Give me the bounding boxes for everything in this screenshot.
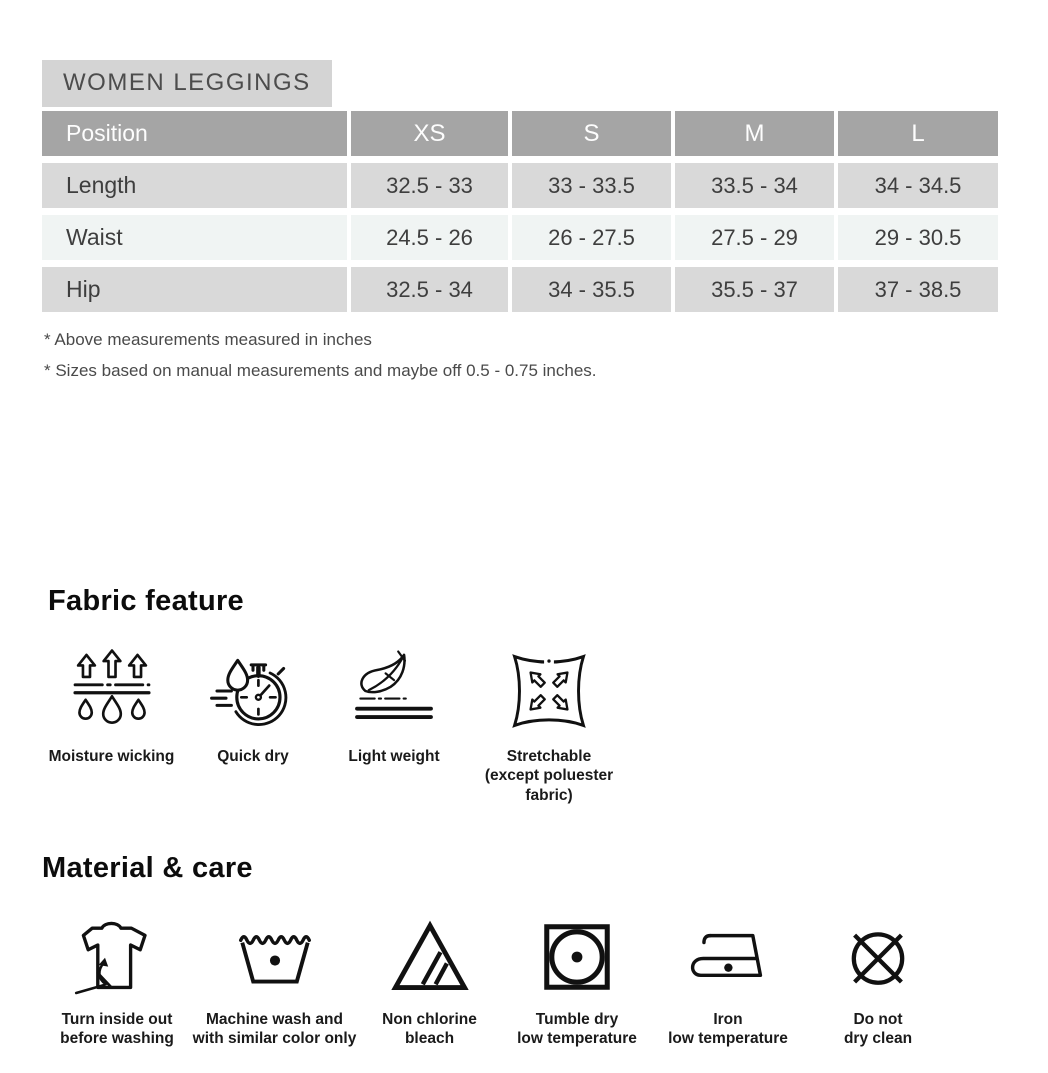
fabric-feature-stretchable [465, 645, 633, 805]
quick-dry-icon [207, 645, 299, 737]
care-label: Do not dry clean [843, 1011, 913, 1048]
fabric-feature-moisture-wicking [40, 645, 183, 766]
footnote-units: * Above measurements measured in inches [44, 330, 372, 349]
care-label: Tumble dry low temperature [517, 1011, 637, 1048]
row-label-length: Length [42, 163, 347, 208]
cell-length-xs: 32.5 - 33 [351, 163, 508, 208]
size-chart-table [42, 111, 998, 312]
page-title: WOMEN LEGGINGS [42, 60, 332, 107]
turn-inside-out-icon [72, 918, 162, 996]
fabric-feature-light-weight [323, 645, 465, 766]
footnote-tolerance: * Sizes based on manual measurements and maybe off 0.5 - 0.75 inches. [44, 361, 597, 380]
cell-hip-m: 35.5 - 37 [675, 267, 834, 312]
cell-waist-l: 29 - 30.5 [838, 215, 998, 260]
cell-hip-s: 34 - 35.5 [512, 267, 671, 312]
care-tumble-dry [502, 918, 652, 1049]
fabric-feature-quick-dry [183, 645, 323, 766]
care-turn-inside-out [42, 918, 192, 1049]
cell-waist-xs: 24.5 - 26 [351, 215, 508, 260]
column-header-m: M [675, 111, 834, 156]
material-care-row [42, 918, 952, 1049]
column-header-l: L [838, 111, 998, 156]
row-label-waist: Waist [42, 215, 347, 260]
tumble-dry-icon [541, 918, 613, 996]
moisture-wicking-icon [68, 645, 156, 737]
care-label: Turn inside out before washing [60, 1011, 174, 1048]
fabric-feature-label: Stretchable (except poluester fabric) [484, 748, 614, 804]
fabric-feature-label: Moisture wicking [48, 748, 175, 765]
cell-length-l: 34 - 34.5 [838, 163, 998, 208]
machine-wash-icon [232, 918, 318, 996]
column-header-position: Position [42, 111, 347, 156]
cell-waist-s: 26 - 27.5 [512, 215, 671, 260]
footnotes [44, 330, 597, 392]
care-iron [652, 918, 804, 1049]
care-label: Non chlorine bleach [382, 1011, 477, 1048]
cell-hip-xs: 32.5 - 34 [351, 267, 508, 312]
material-care-heading: Material & care [42, 852, 253, 884]
cell-length-s: 33 - 33.5 [512, 163, 671, 208]
column-header-s: S [512, 111, 671, 156]
care-label: Iron low temperature [668, 1011, 788, 1048]
care-machine-wash [192, 918, 357, 1049]
cell-waist-m: 27.5 - 29 [675, 215, 834, 260]
column-header-xs: XS [351, 111, 508, 156]
care-do-not-dry-clean [804, 918, 952, 1049]
cell-length-m: 33.5 - 34 [675, 163, 834, 208]
fabric-feature-label: Light weight [348, 748, 440, 765]
light-weight-icon [352, 645, 436, 737]
care-non-chlorine-bleach [357, 918, 502, 1049]
fabric-feature-label: Quick dry [217, 748, 289, 765]
cell-hip-l: 37 - 38.5 [838, 267, 998, 312]
row-label-hip: Hip [42, 267, 347, 312]
care-label: Machine wash and with similar color only [192, 1011, 357, 1048]
non-chlorine-bleach-icon [389, 918, 471, 996]
do-not-dry-clean-icon [838, 918, 918, 996]
fabric-feature-row [40, 645, 633, 805]
stretchable-icon [508, 645, 590, 737]
iron-icon [684, 918, 772, 996]
fabric-feature-heading: Fabric feature [48, 585, 244, 617]
